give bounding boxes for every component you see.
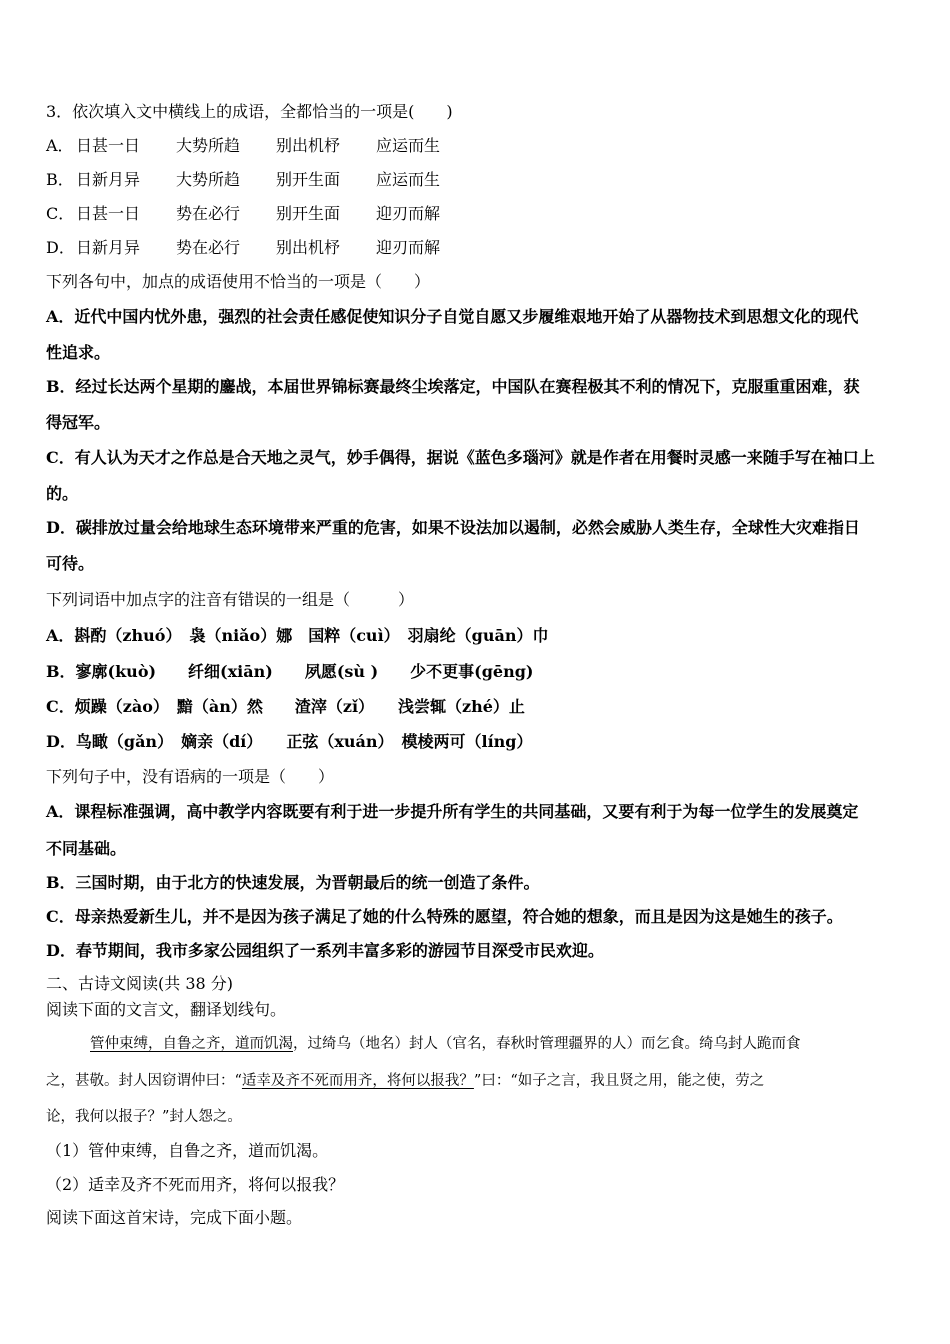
q3-option-d xyxy=(46,238,440,258)
option-word: 大势所趋 xyxy=(176,136,241,155)
section-heading: 二、古诗文阅读(共 38 分) xyxy=(46,974,234,993)
q4-option-c-line1: C．有人认为天才之作总是合天地之灵气，妙手偶得，据说《蓝色多瑙河》就是作者在用餐时灵感一来随手写在袖口上 xyxy=(46,448,875,467)
q3-option-b xyxy=(46,170,440,190)
q4-option-b-line1: B．经过长达两个星期的鏖战，本届世界锦标赛最终尘埃落定，中国队在赛程极其不利的情况下，克服重重困难，获 xyxy=(46,377,860,396)
option-label: B． xyxy=(46,170,74,189)
classical-text-line2 xyxy=(46,1071,764,1091)
option-word: 别开生面 xyxy=(276,204,341,223)
text-run: 之，甚敬。封人因窃谓仲曰：“ xyxy=(46,1073,242,1089)
q6-option-a-line1: A．课程标准强调，高中教学内容既要有利于进一步提升所有学生的共同基础，又要有利于为每一位学生的发展奠定 xyxy=(46,802,859,821)
q6-option-b: B．三国时期，由于北方的快速发展，为晋朝最后的统一创造了条件。 xyxy=(46,873,540,892)
option-label: C． xyxy=(46,204,75,223)
option-word: 势在必行 xyxy=(176,204,241,223)
option-word: 迎刃而解 xyxy=(376,238,441,257)
q6-option-d: D．春节期间，我市多家公园组织了一系列丰富多彩的游园节目深受市民欢迎。 xyxy=(46,941,604,960)
translate-item-1: （1）管仲束缚，自鲁之齐，道而饥渴。 xyxy=(46,1141,329,1160)
option-word: 迎刃而解 xyxy=(376,204,441,223)
option-word: 日新月异 xyxy=(76,170,141,189)
text-run: ，过绮乌（地名）封人（官名，春秋时管理疆界的人）而乞食。绮乌封人跪而食 xyxy=(293,1036,801,1052)
underlined-sentence-2: 适幸及齐不死而用齐，将何以报我？ xyxy=(241,1073,474,1089)
q4-option-a-line1: A．近代中国内忧外患，强烈的社会责任感促使知识分子自觉自愿又步履维艰地开始了从器物技术到思想文化的现代 xyxy=(46,307,859,326)
option-label: A． xyxy=(46,136,74,155)
option-word: 势在必行 xyxy=(176,238,241,257)
classical-text-line1 xyxy=(46,1034,801,1054)
q4-stem: 下列各句中，加点的成语使用不恰当的一项是（ ） xyxy=(46,272,431,291)
q6-option-c: C．母亲热爱新生儿，并不是因为孩子满足了她的什么特殊的愿望，符合她的想象，而且是因为这是她生的孩子。 xyxy=(46,907,843,926)
option-word: 别出机杼 xyxy=(276,136,341,155)
option-word: 别开生面 xyxy=(276,170,341,189)
q5-stem: 下列词语中加点字的注音有错误的一组是（ ） xyxy=(46,590,415,609)
q4-option-d-line2: 可待。 xyxy=(46,554,95,573)
q5-option-c: C．烦躁（zào） 黯（àn）然 渣滓（zǐ） 浅尝辄（zhé）止 xyxy=(46,697,525,716)
q5-option-a: A．斟酌（zhuó） 袅（niǎo）娜 国粹（cuì） 羽扇纶（guān）巾 xyxy=(46,626,549,645)
option-word: 日甚一日 xyxy=(76,204,141,223)
q3-option-a xyxy=(46,136,440,156)
q3-option-c xyxy=(46,204,440,224)
q5-option-d: D．鸟瞰（gǎn） 嫡亲（dí） 正弦（xuán） 模棱两可（líng） xyxy=(46,732,533,751)
option-word: 应运而生 xyxy=(376,170,441,189)
option-label: D． xyxy=(46,238,75,257)
underlined-sentence-1: 管仲束缚，自鲁之齐，道而饥渴 xyxy=(90,1036,293,1052)
classical-text-line3: 论，我何以报子？”封人怨之。 xyxy=(46,1109,242,1125)
text-run: ”曰：“如子之言，我且贤之用，能之使，劳之 xyxy=(473,1073,765,1089)
option-word: 别出机杼 xyxy=(276,238,341,257)
q3-stem: 3．依次填入文中横线上的成语，全都恰当的一项是( ) xyxy=(46,102,453,121)
translate-item-2: （2）适幸及齐不死而用齐，将何以报我？ xyxy=(46,1175,345,1194)
q4-option-a-line2: 性追求。 xyxy=(46,343,111,362)
q4-option-d-line1: D．碳排放过量会给地球生态环境带来严重的危害，如果不设法加以遏制，必然会威胁人类生存，全球性大灾难指日 xyxy=(46,518,860,537)
q5-option-b: B．寥廓(kuò) 纤细(xiān) 夙愿(sù ) 少不更事(gēng) xyxy=(46,662,534,681)
q4-option-b-line2: 得冠军。 xyxy=(46,413,111,432)
option-word: 日甚一日 xyxy=(76,136,141,155)
option-word: 日新月异 xyxy=(76,238,141,257)
next-instruction: 阅读下面这首宋诗，完成下面小题。 xyxy=(46,1208,303,1227)
option-word: 大势所趋 xyxy=(176,170,241,189)
q6-option-a-line2: 不同基础。 xyxy=(46,839,127,858)
option-word: 应运而生 xyxy=(376,136,441,155)
q6-stem: 下列句子中，没有语病的一项是（ ） xyxy=(46,767,335,786)
q4-option-c-line2: 的。 xyxy=(46,484,79,503)
section-instruction: 阅读下面的文言文，翻译划线句。 xyxy=(46,1000,287,1019)
